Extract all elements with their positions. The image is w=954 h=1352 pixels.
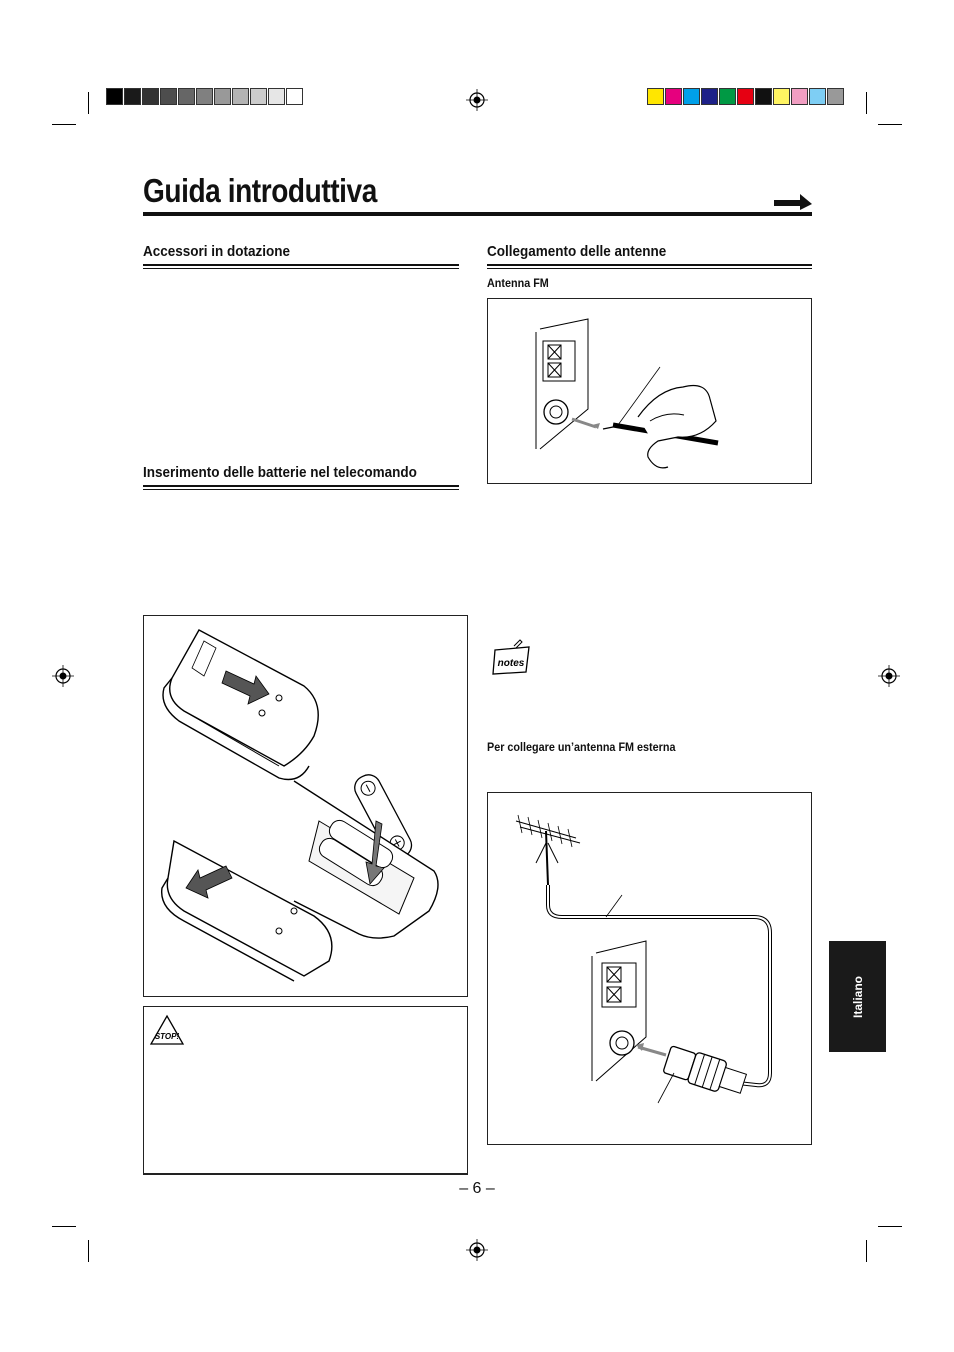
gray-color-bar <box>106 88 304 105</box>
external-antenna-connection-illustration <box>488 793 811 1144</box>
external-antenna-label: Per collegare un’antenna FM esterna <box>487 740 676 754</box>
color-swatch <box>142 88 159 105</box>
continue-arrow-icon <box>774 192 812 210</box>
color-swatch <box>647 88 664 105</box>
section-heading-batteries: Inserimento delle batterie nel telecomando <box>143 464 417 481</box>
section-heading-accessories: Accessori in dotazione <box>143 243 291 260</box>
caution-box <box>143 1006 468 1175</box>
color-swatch <box>160 88 177 105</box>
notes-icon <box>492 644 532 676</box>
color-swatch <box>178 88 195 105</box>
color-swatch <box>827 88 844 105</box>
section-rule <box>143 268 459 269</box>
language-tab <box>829 941 886 1052</box>
stop-icon <box>150 1015 184 1045</box>
svg-text:STOP!: STOP! <box>154 1032 180 1041</box>
fm-antenna-label: Antenna FM <box>487 276 549 290</box>
crop-mark <box>88 92 89 114</box>
color-swatch <box>809 88 826 105</box>
crop-mark <box>866 92 867 114</box>
crop-mark <box>52 1226 76 1227</box>
section-rule <box>143 489 459 490</box>
color-swatch <box>773 88 790 105</box>
color-swatch <box>683 88 700 105</box>
color-swatch <box>665 88 682 105</box>
color-swatch <box>232 88 249 105</box>
fm-antenna-connection-illustration <box>488 299 811 483</box>
section-heading-antennas: Collegamento delle antenne <box>487 243 667 260</box>
process-color-bar <box>647 88 845 105</box>
external-antenna-illustration-box <box>487 792 812 1145</box>
color-swatch <box>701 88 718 105</box>
language-tab-label: Italiano <box>850 975 865 1018</box>
title-rule <box>143 212 812 216</box>
color-swatch <box>268 88 285 105</box>
crop-mark <box>52 124 76 125</box>
crop-mark <box>878 1226 902 1227</box>
crop-mark <box>878 124 902 125</box>
color-swatch <box>286 88 303 105</box>
registration-mark-icon <box>466 1239 488 1261</box>
registration-mark-icon <box>878 665 900 687</box>
section-rule <box>143 485 459 487</box>
registration-mark-icon <box>52 665 74 687</box>
svg-text:notes: notes <box>497 658 525 669</box>
crop-mark <box>866 1240 867 1262</box>
fm-antenna-illustration-box <box>487 298 812 484</box>
page-title: Guida introduttiva <box>143 172 377 209</box>
battery-illustration-box <box>143 615 468 997</box>
crop-mark <box>88 1240 89 1262</box>
color-swatch <box>214 88 231 105</box>
remote-battery-illustration <box>144 616 467 996</box>
section-rule <box>487 264 812 266</box>
color-swatch <box>737 88 754 105</box>
color-swatch <box>719 88 736 105</box>
section-rule <box>143 264 459 266</box>
color-swatch <box>124 88 141 105</box>
color-swatch <box>791 88 808 105</box>
color-swatch <box>106 88 123 105</box>
section-rule <box>487 268 812 269</box>
color-swatch <box>755 88 772 105</box>
color-swatch <box>196 88 213 105</box>
registration-mark-icon <box>466 89 488 111</box>
page-number: – 6 – <box>459 1180 495 1197</box>
color-swatch <box>250 88 267 105</box>
